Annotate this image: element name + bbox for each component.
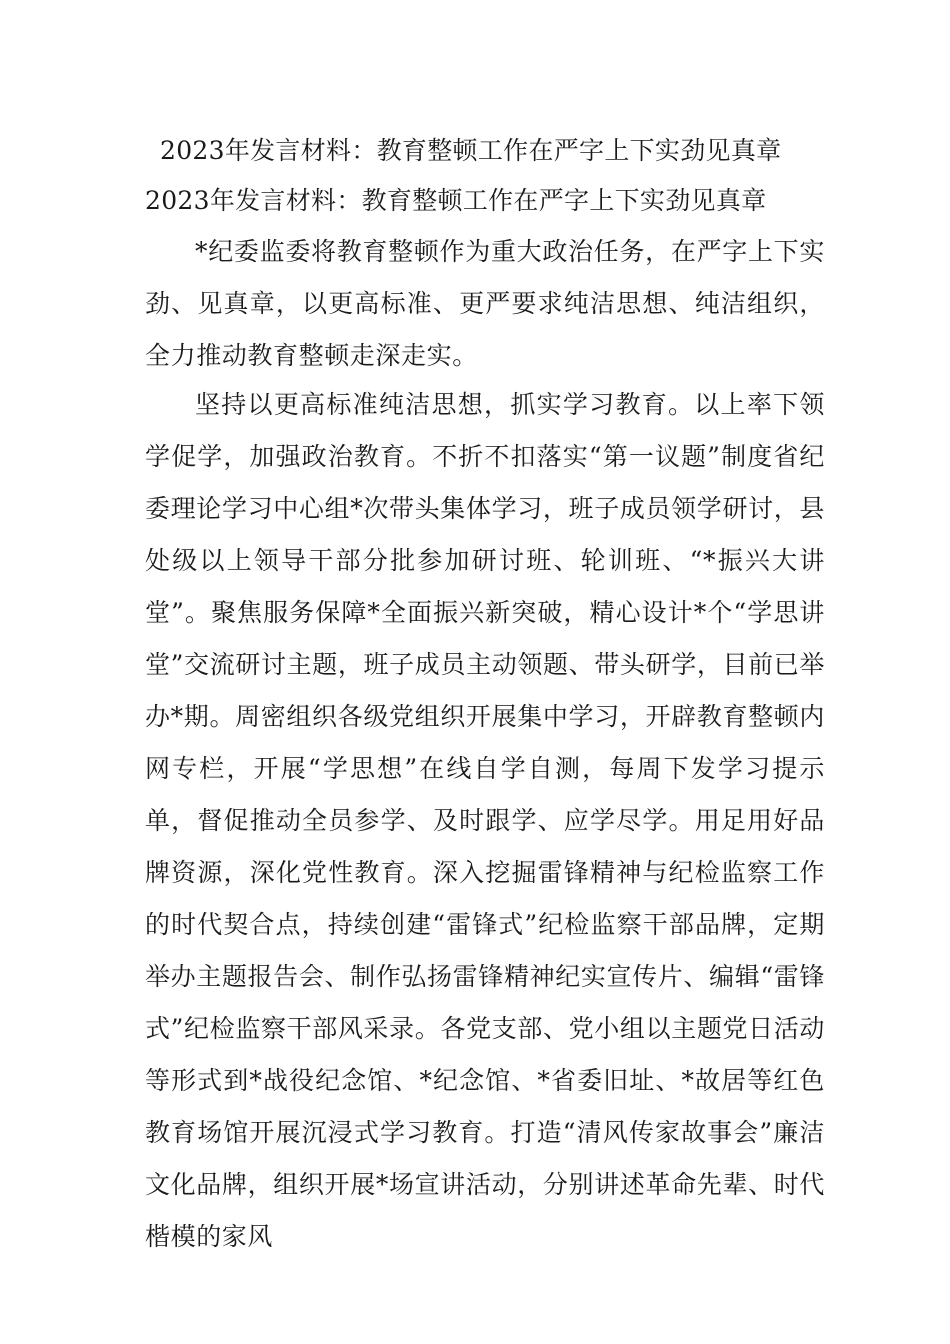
document-title-repeat: 2023年发言材料：教育整顿工作在严字上下实劲见真章 [145, 186, 767, 215]
body-paragraph-study: 坚持以更高标准纯洁思想，抓实学习教育。以上率下领学促学，加强政治教育。不折不扣落实“第一议题”制度省纪委理论学习中心组*次带头集体学习，班子成员领学研讨，县处级以上领导干部分批参加研讨班、轮训班、“*振兴大讲堂”。聚焦服务保障*全面振兴新突破，精心设计*个“学思讲堂”交流研讨主题，班子成员主动领题、带头研学，目前已举办*期。周密组织各级党组织开展集中学习，开辟教育整顿内网专栏，开展“学思想”在线自学自测，每周下发学习提示单，督促推动全员参学、及时跟学、应学尽学。用足用好品牌资源，深化党性教育。深入挖掘雷锋精神与纪检监察工作的时代契合点，持续创建“雷锋式”纪检监察干部品牌，定期举办主题报告会、制作弘扬雷锋精神纪实宣传片、编辑“雷锋式”纪检监察干部风采录。各党支部、党小组以主题党日活动等形式到*战役纪念馆、*纪念馆、*省委旧址、*故居等红色教育场馆开展沉浸式学习教育。打造“清风传家故事会”廉洁文化品牌，组织开展*场宣讲活动，分别讲述革命先辈、时代楷模的家风 [145, 390, 825, 1251]
document-title: 2023年发言材料：教育整顿工作在严字上下实劲见真章 [160, 136, 782, 165]
body-paragraph-intro: *纪委监委将教育整顿作为重大政治任务，在严字上下实劲、见真章，以更高标准、更严要求纯洁思想、纯洁组织，全力推动教育整顿走深走实。 [145, 237, 825, 370]
